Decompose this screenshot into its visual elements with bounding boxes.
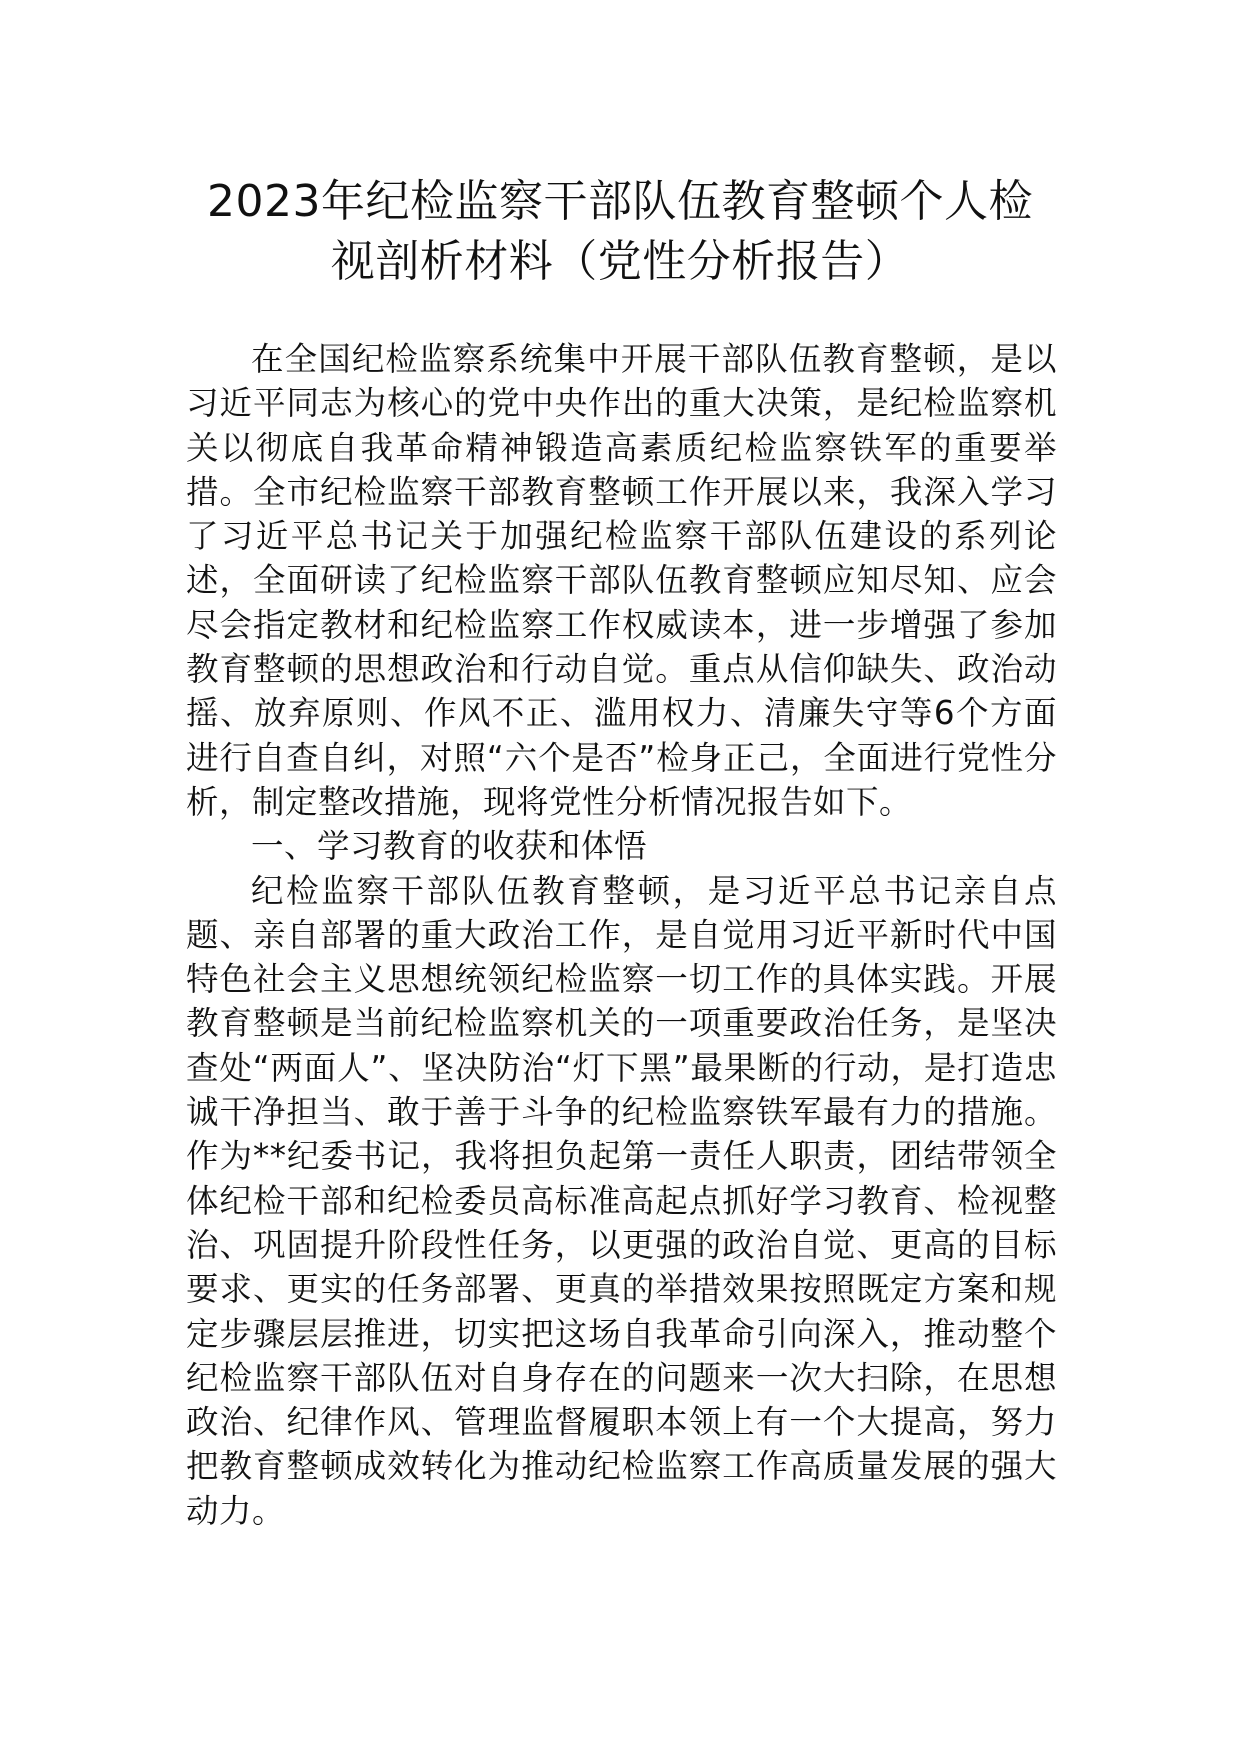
- section-heading: 一、学习教育的收获和体悟: [251, 827, 648, 866]
- section-paragraph: 纪检监察干部队伍教育整顿，是习近平总书记亲自点题、亲自部署的重大政治工作，是自觉用习近平新时代中国特色社会主义思想统领纪检监察一切工作的具体实践。开展教育整顿是当前纪检监察机关的一项重要政治任务，是坚决查处“两面人”、坚决防治“灯下黑”最果断的行动，是打造忠诚干净担当、敢于善于斗争的纪检监察铁军最有力的措施。作为**纪委书记，我将担负起第一责任人职责，团结带领全体纪检干部和纪检委员高标准高起点抓好学习教育、检视整治、巩固提升阶段性任务，以更强的政治自觉、更高的目标要求、更实的任务部署、更真的举措效果按照既定方案和规定步骤层层推进，切实把这场自我革命引向深入，推动整个纪检监察干部队伍对自身存在的问题来一次大扫除，在思想政治、纪律作风、管理监督履职本领上有一个大提高，努力把教育整顿成效转化为推动纪检监察工作高质量发展的强大动力。: [186, 871, 1057, 1530]
- document-title-line-2: 视剖析材料（党性分析报告）: [330, 236, 910, 287]
- intro-paragraph: 在全国纪检监察系统集中开展干部队伍教育整顿，是以习近平同志为核心的党中央作出的重大决策，是纪检监察机关以彻底自我革命精神锻造高素质纪检监察铁军的重要举措。全市纪检监察干部教育整顿工作开展以来，我深入学习了习近平总书记关于加强纪检监察干部队伍建设的系列论述，全面研读了纪检监察干部队伍教育整顿应知尽知、应会尽会指定教材和纪检监察工作权威读本，进一步增强了参加教育整顿的思想政治和行动自觉。重点从信仰缺失、政治动摇、放弃原则、作风不正、滥用权力、清廉失守等6个方面进行自查自纠，对照“六个是否”检身正己，全面进行党性分析，制定整改措施，现将党性分析情况报告如下。: [186, 340, 1057, 821]
- document-body: [186, 337, 1057, 1533]
- document-title-line-1: 2023年纪检监察干部队伍教育整顿个人检: [207, 176, 1033, 227]
